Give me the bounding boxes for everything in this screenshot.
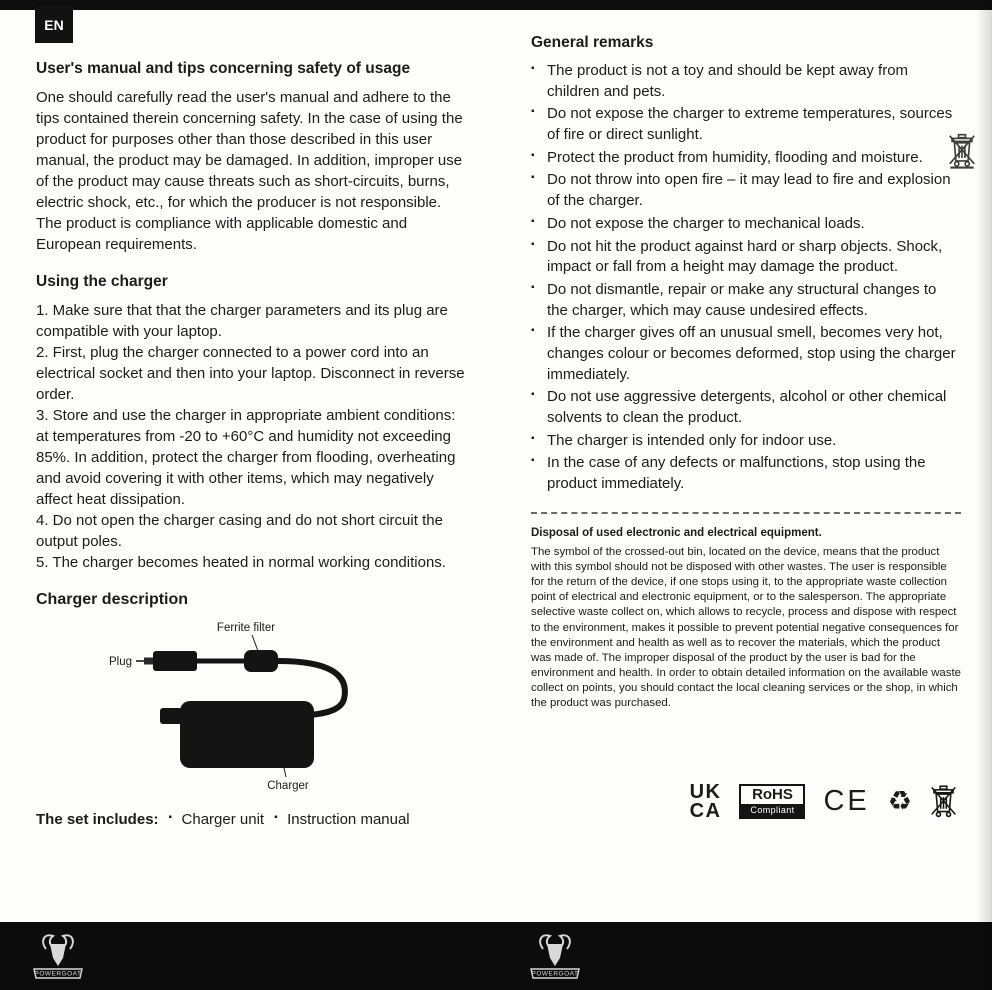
- set-includes-line: [36, 811, 468, 828]
- step-2: 2. First, plug the charger connected to a power cord into an electrical socket and then into your laptop. Disconnect in reverse order.: [36, 344, 465, 403]
- page-edge-shadow: [976, 0, 992, 990]
- general-remarks-heading: General remarks: [531, 34, 654, 51]
- ferrite-filter-label: Ferrite filter: [216, 622, 276, 634]
- step-5: 5. The charger becomes heated in normal working conditions.: [36, 554, 446, 571]
- powergoat-brand-text: POWERGOAT: [34, 970, 82, 978]
- powergoat-brand-text: POWERGOAT: [531, 970, 579, 978]
- recycling-icon: ♻: [887, 786, 912, 817]
- top-black-bar: [0, 0, 992, 10]
- set-item-charger-unit: ▪ Charger unit: [169, 811, 265, 828]
- crossed-bin-icon: [930, 785, 957, 819]
- remark-item: ▪ Do not dismantle, repair or make any structural changes to the charger, which may cause undesired effects.: [531, 280, 961, 321]
- remark-item: ▪ In the case of any defects or malfunctions, stop using the product immediately.: [531, 453, 961, 494]
- certification-logos: [531, 783, 961, 820]
- safety-heading: User's manual and tips concerning safety of usage: [36, 60, 411, 77]
- charger-diagram: [36, 615, 468, 793]
- remark-item: ▪ Protect the product from humidity, flooding and moisture.: [531, 148, 961, 169]
- step-4: 4. Do not open the charger casing and do not short circuit the output poles.: [36, 512, 443, 550]
- remark-item: ▪ The charger is intended only for indoor use.: [531, 431, 961, 452]
- charger-description-heading: Charger description: [36, 591, 189, 608]
- ukca-top-text: UK: [689, 781, 722, 804]
- remark-item: ▪ Do not use aggressive detergents, alcohol or other chemical solvents to clean the product.: [531, 387, 961, 428]
- set-includes-label: The set includes:: [36, 811, 159, 828]
- ce-mark: CE: [823, 785, 870, 818]
- dashed-divider: [531, 512, 961, 514]
- bottom-black-bar: [0, 922, 992, 990]
- rohs-text: RoHS: [752, 786, 793, 804]
- rohs-mark: [739, 784, 805, 819]
- remark-item: ▪ Do not hit the product against hard or sharp objects. Shock, impact or fall from a height may damage the product.: [531, 237, 961, 278]
- remark-item: ▪ Do not expose the charger to extreme temperatures, sources of fire or direct sunlight.: [531, 104, 961, 145]
- powergoat-logo: [527, 927, 583, 983]
- ukca-bottom-text: CA: [689, 799, 722, 822]
- step-3: 3. Store and use the charger in appropriate ambient conditions: at temperatures from -20 to +60°C and humidity not exceeding 85%. In addition, protect the charger from flooding, overheating and avoid covering it with other items, which may negatively affect heat dissipation.: [36, 407, 456, 508]
- set-item-instruction-manual: ▪ Instruction manual: [274, 811, 410, 828]
- powergoat-logo: [30, 927, 86, 983]
- charger-label: Charger: [267, 780, 309, 792]
- safety-paragraph: One should carefully read the user's manual and adhere to the tips contained therein concerning safety. In the case of using the product for purposes other than those described in this user manual, the product may be damaged. In addition, improper use of the product may cause threats such as short-circuits, burns, electric shock, etc., for which the producer is not responsible. The product is compliance with applicable domestic and European requirements.: [36, 89, 463, 253]
- ukca-mark: [690, 783, 722, 820]
- rohs-compliant-text: Compliant: [741, 804, 803, 817]
- using-charger-heading: Using the charger: [36, 273, 168, 290]
- step-1: 1. Make sure that that the charger parameters and its plug are compatible with your laptop.: [36, 302, 448, 340]
- plug-label: Plug: [108, 656, 132, 668]
- remark-item: ▪ Do not throw into open fire – it may lead to fire and explosion of the charger.: [531, 170, 961, 211]
- remark-item: ▪ Do not expose the charger to mechanical loads.: [531, 214, 961, 235]
- general-remarks-list: [531, 61, 961, 495]
- remark-item: ▪ The product is not a toy and should be kept away from children and pets.: [531, 61, 961, 102]
- remark-item: ▪ If the charger gives off an unusual smell, becomes very hot, changes colour or becomes deformed, stop using the charger immediately.: [531, 323, 961, 385]
- language-badge: EN: [35, 6, 73, 43]
- right-column: [531, 34, 961, 820]
- left-column: [36, 60, 468, 828]
- disposal-text: The symbol of the crossed-out bin, located on the device, means that the product with this symbol should not be disposed with other wastes. The user is responsible for the return of the device, if one stops using it, to the appropriate waste collection point of electrical and electronic equipment, or to the salesperson. The appropriate selective waste collect on, which allows to recycle, process and dispose with respect to the environment, makes it possible to prevent potential negative consequences for the environment and health as well as to recover the materials, which the product was made of. The improper disposal of the product by the user is bad for the environment and health. In order to obtain detailed information on the available waste collect on points, you should contact the local cleaning services or the shop, in which the product was purchased.: [531, 545, 961, 710]
- disposal-heading: Disposal of used electronic and electrical equipment.: [531, 526, 822, 539]
